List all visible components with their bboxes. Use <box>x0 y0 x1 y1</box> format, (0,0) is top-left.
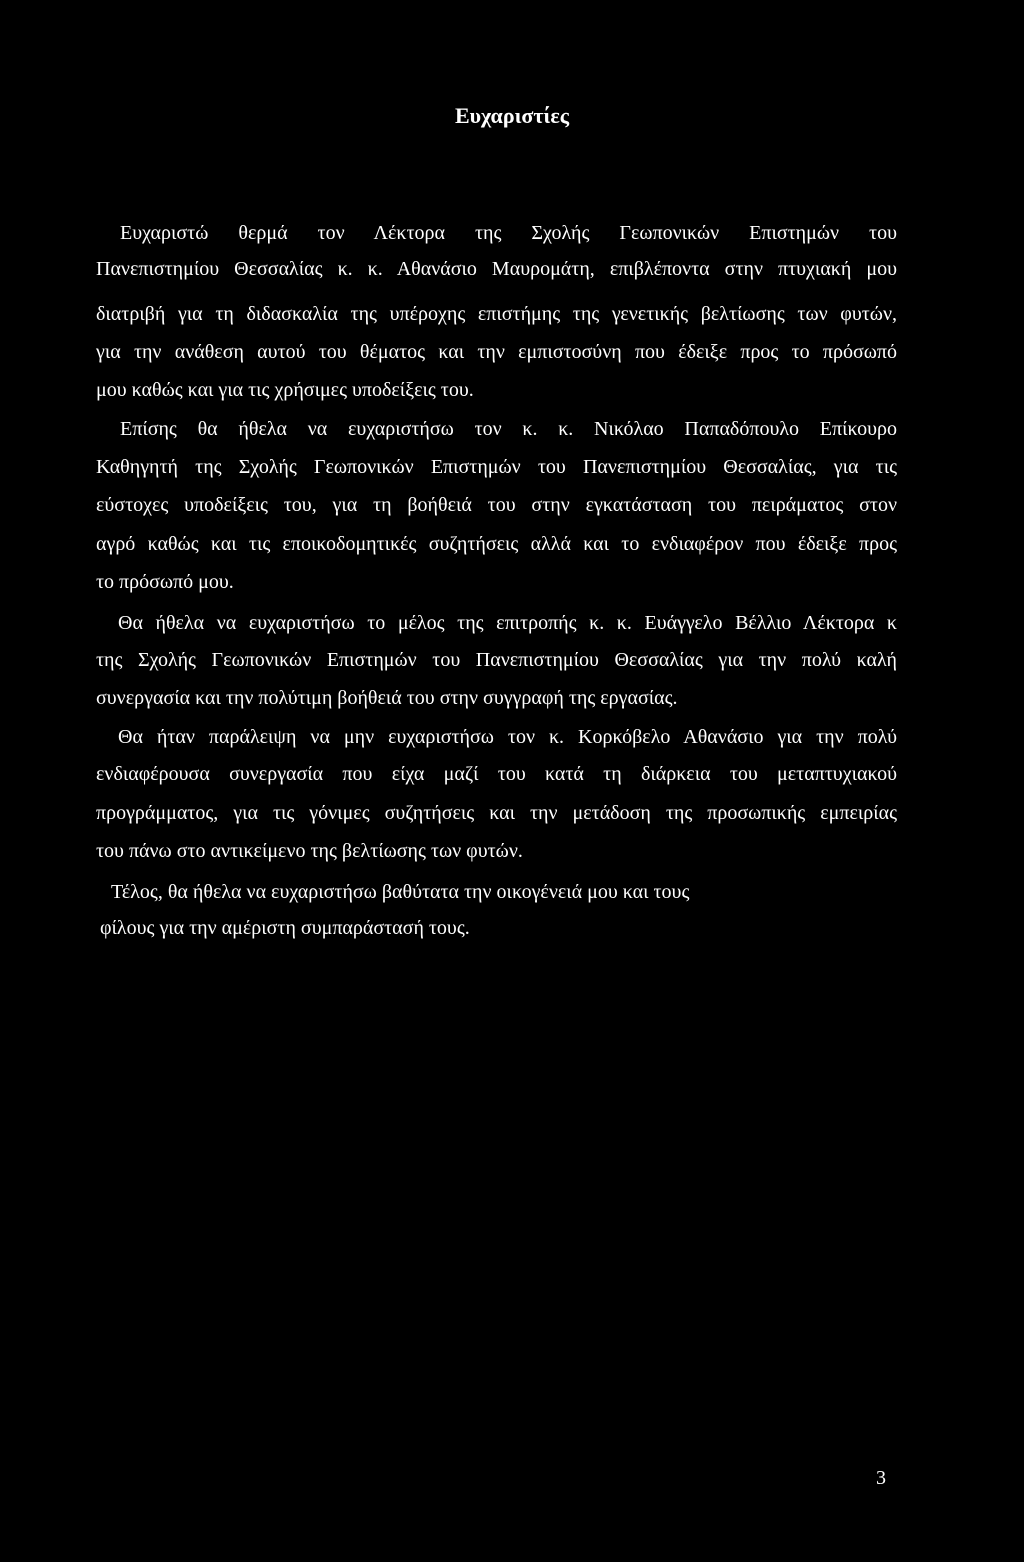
text-line-15: ενδιαφέρουσα συνεργασία που είχα μαζί του κατά τη διάρκεια του μεταπτυχιακού <box>96 763 897 785</box>
text-line-3: διατριβή για τη διδασκαλία της υπέροχης επιστήμης της γενετικής βελτίωσης των φυτών, <box>96 303 897 325</box>
text-line-19: φίλους για την αμέριστη συμπαράστασή τους. <box>100 917 470 939</box>
text-line-18: Τέλος, θα ήθελα να ευχαριστήσω βαθύτατα την οικογένειά μου και τους <box>111 881 690 903</box>
text-line-14: Θα ήταν παράλειψη να μην ευχαριστήσω τον κ. Κορκόβελο Αθανάσιο για την πολύ <box>118 726 897 748</box>
text-line-10: το πρόσωπό μου. <box>96 571 234 593</box>
text-line-6: Επίσης θα ήθελα να ευχαριστήσω τον κ. κ. Νικόλαο Παπαδόπουλο Επίκουρο <box>120 418 897 440</box>
text-line-5: μου καθώς και για τις χρήσιμες υποδείξεις του. <box>96 379 474 401</box>
text-line-1: Ευχαριστώ θερμά τον Λέκτορα της Σχολής Γεωπονικών Επιστημών του <box>120 222 897 244</box>
text-line-9: αγρό καθώς και τις εποικοδομητικές συζητήσεις αλλά και το ενδιαφέρον που έδειξε προς <box>96 533 897 555</box>
page-title: Ευχαριστίες <box>454 103 570 128</box>
text-line-11: Θα ήθελα να ευχαριστήσω το μέλος της επιτροπής κ. κ. Ευάγγελο Βέλλιο Λέκτορα κ <box>118 612 897 634</box>
text-line-13: συνεργασία και την πολύτιμη βοήθειά του στην συγγραφή της εργασίας. <box>96 687 678 709</box>
text-line-17: του πάνω στο αντικείμενο της βελτίωσης των φυτών. <box>96 840 523 862</box>
page-number: 3 <box>876 1467 886 1489</box>
text-line-2: Πανεπιστημίου Θεσσαλίας κ. κ. Αθανάσιο Μαυρομάτη, επιβλέποντα στην πτυχιακή μου <box>96 258 897 280</box>
text-line-7: Καθηγητή της Σχολής Γεωπονικών Επιστημών του Πανεπιστημίου Θεσσαλίας, για τις <box>96 456 897 478</box>
text-line-4: για την ανάθεση αυτού του θέματος και την εμπιστοσύνη που έδειξε προς το πρόσωπό <box>96 341 897 363</box>
text-line-8: εύστοχες υποδείξεις του, για τη βοήθειά του στην εγκατάσταση του πειράματος στον <box>96 494 897 516</box>
text-line-12: της Σχολής Γεωπονικών Επιστημών του Πανεπιστημίου Θεσσαλίας για την πολύ καλή <box>96 649 897 671</box>
text-line-16: προγράμματος, για τις γόνιμες συζητήσεις και την μετάδοση της προσωπικής εμπειρίας <box>96 802 897 824</box>
